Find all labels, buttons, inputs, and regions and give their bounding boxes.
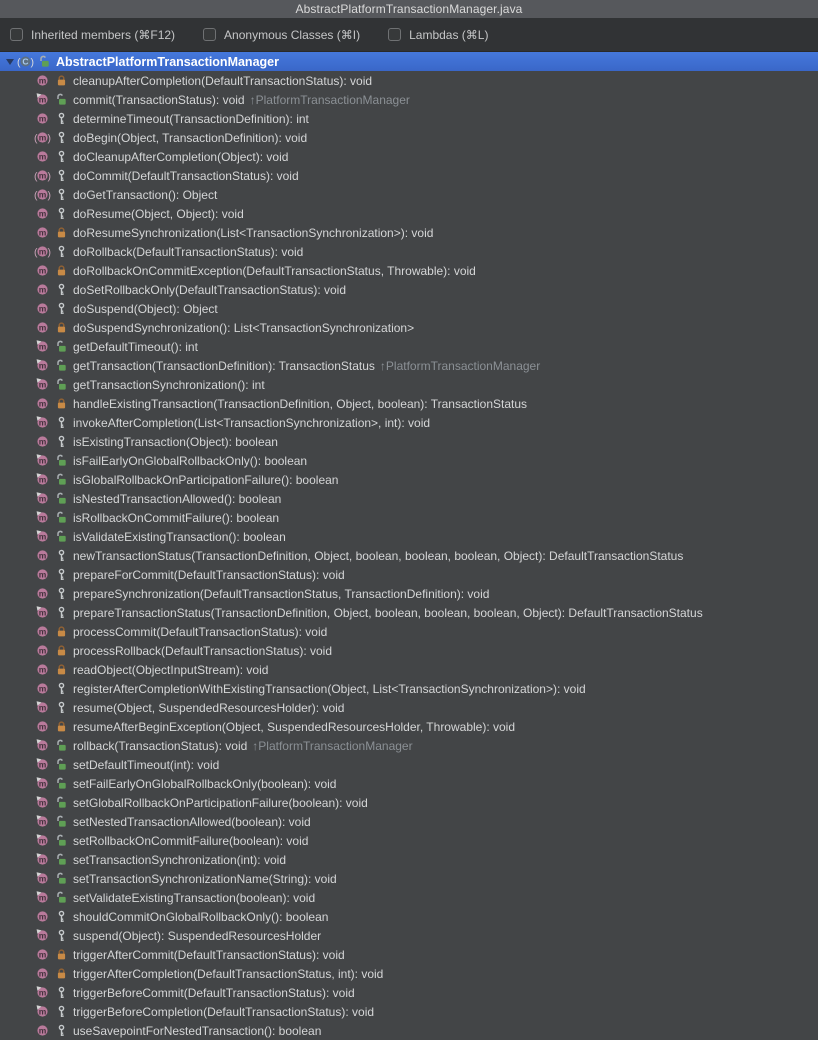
member-signature: invokeAfterCompletion(List<TransactionSynchronization>, int): void <box>73 415 431 430</box>
svg-text:m: m <box>38 360 47 371</box>
svg-text:m: m <box>38 892 47 903</box>
svg-text:m: m <box>38 607 47 618</box>
method-icon <box>34 815 51 828</box>
method-icon <box>34 891 51 904</box>
member-row[interactable] <box>0 964 818 983</box>
override-of-label: ↑PlatformTransactionManager <box>249 92 410 107</box>
svg-text:m: m <box>38 341 47 352</box>
method-icon <box>34 492 51 505</box>
member-signature: doResume(Object, Object): void <box>73 206 244 221</box>
member-row[interactable] <box>0 1021 818 1040</box>
member-signature: setDefaultTimeout(int): void <box>73 757 220 772</box>
member-signature: prepareTransactionStatus(TransactionDefinition, Object, boolean, boolean, boolean, Object): DefaultTransactionStatus <box>73 605 703 620</box>
method-icon <box>34 226 51 239</box>
public-lock-icon <box>55 340 68 353</box>
member-row[interactable] <box>0 546 818 565</box>
svg-text:m: m <box>38 512 47 523</box>
method-icon <box>34 340 51 353</box>
member-signature: isNestedTransactionAllowed(): boolean <box>73 491 282 506</box>
svg-text:m: m <box>38 854 47 865</box>
private-lock-icon <box>55 720 68 733</box>
protected-key-icon <box>55 435 68 448</box>
member-row[interactable] <box>0 185 818 204</box>
method-icon <box>34 910 51 923</box>
member-row[interactable] <box>0 128 818 147</box>
member-signature: setGlobalRollbackOnParticipationFailure(boolean): void <box>73 795 368 810</box>
public-lock-icon <box>55 511 68 524</box>
method-icon <box>34 435 51 448</box>
member-row[interactable] <box>0 147 818 166</box>
public-lock-icon <box>55 834 68 847</box>
method-icon <box>34 606 51 619</box>
member-signature: getTransactionSynchronization(): int <box>73 377 265 392</box>
public-lock-icon <box>55 473 68 486</box>
method-icon <box>34 587 51 600</box>
member-row[interactable] <box>0 774 818 793</box>
svg-text:m: m <box>38 702 47 713</box>
member-row[interactable] <box>0 850 818 869</box>
private-lock-icon <box>55 644 68 657</box>
member-row[interactable] <box>0 584 818 603</box>
protected-key-icon <box>55 169 68 182</box>
member-signature: newTransactionStatus(TransactionDefinition, Object, boolean, boolean, boolean, Object): DefaultTransactionStatus <box>73 548 684 563</box>
svg-text:m: m <box>38 930 47 941</box>
member-row[interactable] <box>0 166 818 185</box>
svg-text:m: m <box>38 75 47 86</box>
member-signature: suspend(Object): SuspendedResourcesHolder <box>73 928 322 943</box>
member-signature: doCommit(DefaultTransactionStatus): void <box>73 168 299 183</box>
protected-key-icon <box>55 207 68 220</box>
svg-text:m: m <box>38 322 47 333</box>
method-icon <box>34 473 51 486</box>
member-signature: getDefaultTimeout(): int <box>73 339 198 354</box>
protected-key-icon <box>55 682 68 695</box>
member-signature: isExistingTransaction(Object): boolean <box>73 434 278 449</box>
protected-key-icon <box>55 283 68 296</box>
member-signature: readObject(ObjectInputStream): void <box>73 662 269 677</box>
private-lock-icon <box>55 264 68 277</box>
svg-text:m: m <box>38 132 47 143</box>
member-row[interactable] <box>0 755 818 774</box>
member-signature: rollback(TransactionStatus): void <box>73 738 248 753</box>
svg-text:m: m <box>38 208 47 219</box>
svg-text:m: m <box>38 1025 47 1036</box>
abstract-method-icon <box>34 188 51 201</box>
protected-key-icon <box>55 188 68 201</box>
member-signature: commit(TransactionStatus): void <box>73 92 245 107</box>
svg-text:): ) <box>30 56 34 68</box>
member-row[interactable] <box>0 907 818 926</box>
method-icon <box>34 720 51 733</box>
public-lock-icon <box>55 359 68 372</box>
private-lock-icon <box>55 397 68 410</box>
method-icon <box>34 378 51 391</box>
member-signature: setValidateExistingTransaction(boolean): void <box>73 890 316 905</box>
svg-text:(: ( <box>34 189 38 201</box>
svg-text:m: m <box>38 797 47 808</box>
svg-text:): ) <box>47 189 51 201</box>
member-signature: determineTimeout(TransactionDefinition): int <box>73 111 309 126</box>
member-row[interactable] <box>0 71 818 90</box>
method-icon <box>34 663 51 676</box>
member-signature: triggerAfterCommit(DefaultTransactionStatus): void <box>73 947 345 962</box>
structure-tree <box>0 52 818 1040</box>
public-lock-icon <box>55 872 68 885</box>
svg-text:m: m <box>38 474 47 485</box>
member-row[interactable] <box>0 812 818 831</box>
member-signature: triggerAfterCompletion(DefaultTransactionStatus, int): void <box>73 966 384 981</box>
member-signature: doSuspendSynchronization(): List<TransactionSynchronization> <box>73 320 415 335</box>
member-row[interactable] <box>0 983 818 1002</box>
protected-key-icon <box>55 568 68 581</box>
svg-text:m: m <box>38 151 47 162</box>
member-signature: prepareSynchronization(DefaultTransactionStatus, TransactionDefinition): void <box>73 586 490 601</box>
member-signature: isGlobalRollbackOnParticipationFailure(): boolean <box>73 472 339 487</box>
member-row[interactable] <box>0 489 818 508</box>
member-signature: doSuspend(Object): Object <box>73 301 218 316</box>
svg-text:m: m <box>38 778 47 789</box>
method-icon <box>34 530 51 543</box>
svg-text:m: m <box>38 455 47 466</box>
root-class-name: AbstractPlatformTransactionManager <box>56 54 279 69</box>
method-icon <box>34 416 51 429</box>
svg-text:m: m <box>38 645 47 656</box>
public-lock-icon <box>38 55 51 68</box>
svg-text:m: m <box>38 398 47 409</box>
method-icon <box>34 644 51 657</box>
method-icon <box>34 701 51 714</box>
member-row[interactable] <box>0 318 818 337</box>
member-row[interactable] <box>0 641 818 660</box>
protected-key-icon <box>55 606 68 619</box>
filter-toggle-inherited-members[interactable] <box>10 28 175 42</box>
svg-text:m: m <box>38 303 47 314</box>
protected-key-icon <box>55 1024 68 1037</box>
svg-text:m: m <box>38 664 47 675</box>
svg-text:m: m <box>38 265 47 276</box>
member-row[interactable] <box>0 603 818 622</box>
svg-text:m: m <box>38 94 47 105</box>
private-lock-icon <box>55 948 68 961</box>
filter-toggle-anonymous-classes[interactable] <box>203 28 360 42</box>
svg-text:m: m <box>38 911 47 922</box>
member-signature: handleExistingTransaction(TransactionDefinition, Object, boolean): TransactionStatus <box>73 396 528 411</box>
svg-text:m: m <box>38 987 47 998</box>
public-lock-icon <box>55 891 68 904</box>
member-row[interactable] <box>0 736 818 755</box>
public-lock-icon <box>55 739 68 752</box>
file-title: AbstractPlatformTransactionManager.java <box>295 2 523 16</box>
method-icon <box>34 397 51 410</box>
member-signature: setNestedTransactionAllowed(boolean): void <box>73 814 311 829</box>
member-signature: shouldCommitOnGlobalRollbackOnly(): boolean <box>73 909 329 924</box>
method-icon <box>34 511 51 524</box>
member-row[interactable] <box>0 869 818 888</box>
member-signature: setRollbackOnCommitFailure(boolean): void <box>73 833 309 848</box>
method-icon <box>34 872 51 885</box>
member-signature: isFailEarlyOnGlobalRollbackOnly(): boolean <box>73 453 308 468</box>
method-icon <box>34 948 51 961</box>
private-lock-icon <box>55 625 68 638</box>
svg-text:(: ( <box>17 56 21 68</box>
public-lock-icon <box>55 492 68 505</box>
svg-text:m: m <box>38 588 47 599</box>
member-signature: processRollback(DefaultTransactionStatus): void <box>73 643 333 658</box>
method-icon <box>34 302 51 315</box>
public-lock-icon <box>55 378 68 391</box>
svg-text:m: m <box>38 284 47 295</box>
member-row[interactable] <box>0 793 818 812</box>
method-icon <box>34 549 51 562</box>
protected-key-icon <box>55 112 68 125</box>
svg-text:C: C <box>22 56 29 67</box>
member-signature: prepareForCommit(DefaultTransactionStatus): void <box>73 567 345 582</box>
public-lock-icon <box>55 93 68 106</box>
method-icon <box>34 777 51 790</box>
member-signature: setTransactionSynchronizationName(String): void <box>73 871 337 886</box>
member-signature: useSavepointForNestedTransaction(): boolean <box>73 1023 322 1038</box>
method-icon <box>34 264 51 277</box>
protected-key-icon <box>55 549 68 562</box>
method-icon <box>34 150 51 163</box>
checkbox-icon[interactable] <box>203 28 216 41</box>
method-icon <box>34 986 51 999</box>
svg-text:(: ( <box>34 132 38 144</box>
member-signature: doRollbackOnCommitException(DefaultTransactionStatus, Throwable): void <box>73 263 476 278</box>
method-icon <box>34 625 51 638</box>
protected-key-icon <box>55 929 68 942</box>
method-icon <box>34 929 51 942</box>
expand-collapse-arrow-icon[interactable] <box>6 59 14 65</box>
member-signature: registerAfterCompletionWithExistingTransaction(Object, List<TransactionSynchronization>): void <box>73 681 586 696</box>
method-icon <box>34 853 51 866</box>
filter-label: Lambdas (⌘L) <box>409 27 489 42</box>
member-row[interactable] <box>0 242 818 261</box>
method-icon <box>34 739 51 752</box>
checkbox-icon[interactable] <box>388 28 401 41</box>
protected-key-icon <box>55 910 68 923</box>
svg-text:m: m <box>38 569 47 580</box>
method-icon <box>34 967 51 980</box>
member-signature: triggerBeforeCompletion(DefaultTransactionStatus): void <box>73 1004 375 1019</box>
public-lock-icon <box>55 454 68 467</box>
checkbox-icon[interactable] <box>10 28 23 41</box>
svg-text:m: m <box>38 1006 47 1017</box>
method-icon <box>34 796 51 809</box>
member-signature: isValidateExistingTransaction(): boolean <box>73 529 286 544</box>
member-signature: setFailEarlyOnGlobalRollbackOnly(boolean): void <box>73 776 337 791</box>
svg-text:m: m <box>38 493 47 504</box>
member-row[interactable] <box>0 888 818 907</box>
member-row[interactable] <box>0 337 818 356</box>
member-signature: doCleanupAfterCompletion(Object): void <box>73 149 289 164</box>
member-row[interactable] <box>0 945 818 964</box>
private-lock-icon <box>55 226 68 239</box>
protected-key-icon <box>55 416 68 429</box>
member-row[interactable] <box>0 831 818 850</box>
svg-text:m: m <box>38 246 47 257</box>
svg-text:m: m <box>38 683 47 694</box>
svg-text:): ) <box>47 246 51 258</box>
abstract-method-icon <box>34 131 51 144</box>
svg-text:m: m <box>38 531 47 542</box>
svg-text:m: m <box>38 227 47 238</box>
svg-text:m: m <box>38 417 47 428</box>
abstract-method-icon <box>34 245 51 258</box>
svg-text:m: m <box>38 550 47 561</box>
method-icon <box>34 74 51 87</box>
member-row[interactable] <box>0 660 818 679</box>
svg-text:(: ( <box>34 170 38 182</box>
protected-key-icon <box>55 150 68 163</box>
popup-title-bar <box>0 0 818 18</box>
method-icon <box>34 758 51 771</box>
method-icon <box>34 359 51 372</box>
member-row[interactable] <box>0 926 818 945</box>
member-signature: isRollbackOnCommitFailure(): boolean <box>73 510 280 525</box>
svg-text:m: m <box>38 113 47 124</box>
member-signature: doRollback(DefaultTransactionStatus): void <box>73 244 304 259</box>
protected-key-icon <box>55 587 68 600</box>
member-row[interactable] <box>0 356 818 375</box>
abstract-class-icon <box>17 55 34 68</box>
member-row[interactable] <box>0 204 818 223</box>
member-row[interactable] <box>0 470 818 489</box>
public-lock-icon <box>55 853 68 866</box>
svg-text:m: m <box>38 170 47 181</box>
member-row[interactable] <box>0 109 818 128</box>
svg-text:m: m <box>38 626 47 637</box>
svg-text:m: m <box>38 873 47 884</box>
method-icon <box>34 1024 51 1037</box>
private-lock-icon <box>55 663 68 676</box>
root-class-row[interactable] <box>0 52 818 71</box>
filter-bar <box>0 18 818 52</box>
protected-key-icon <box>55 1005 68 1018</box>
method-icon <box>34 93 51 106</box>
method-icon <box>34 834 51 847</box>
override-of-label: ↑PlatformTransactionManager <box>379 358 541 373</box>
member-row[interactable] <box>0 717 818 736</box>
member-row[interactable] <box>0 508 818 527</box>
member-signature: getTransaction(TransactionDefinition): TransactionStatus <box>73 358 375 373</box>
member-row[interactable] <box>0 413 818 432</box>
member-signature: processCommit(DefaultTransactionStatus): void <box>73 624 328 639</box>
method-icon <box>34 207 51 220</box>
protected-key-icon <box>55 986 68 999</box>
svg-text:m: m <box>38 968 47 979</box>
protected-key-icon <box>55 302 68 315</box>
public-lock-icon <box>55 815 68 828</box>
svg-text:m: m <box>38 189 47 200</box>
filter-label: Anonymous Classes (⌘I) <box>224 27 361 42</box>
protected-key-icon <box>55 245 68 258</box>
method-icon <box>34 454 51 467</box>
protected-key-icon <box>55 701 68 714</box>
method-icon <box>34 568 51 581</box>
member-signature: triggerBeforeCommit(DefaultTransactionStatus): void <box>73 985 355 1000</box>
svg-text:): ) <box>47 170 51 182</box>
member-row[interactable] <box>0 223 818 242</box>
method-icon <box>34 682 51 695</box>
member-row[interactable] <box>0 394 818 413</box>
svg-text:m: m <box>38 721 47 732</box>
method-icon <box>34 321 51 334</box>
svg-text:m: m <box>38 816 47 827</box>
public-lock-icon <box>55 758 68 771</box>
member-signature: doSetRollbackOnly(DefaultTransactionStatus): void <box>73 282 347 297</box>
svg-text:m: m <box>38 835 47 846</box>
member-row[interactable] <box>0 90 818 109</box>
svg-text:): ) <box>47 132 51 144</box>
member-row[interactable] <box>0 698 818 717</box>
override-of-label: ↑PlatformTransactionManager <box>252 738 413 753</box>
abstract-method-icon <box>34 169 51 182</box>
member-signature: resumeAfterBeginException(Object, SuspendedResourcesHolder, Throwable): void <box>73 719 516 734</box>
member-row[interactable] <box>0 261 818 280</box>
svg-text:m: m <box>38 379 47 390</box>
private-lock-icon <box>55 74 68 87</box>
member-row[interactable] <box>0 565 818 584</box>
svg-text:m: m <box>38 949 47 960</box>
member-row[interactable] <box>0 432 818 451</box>
member-row[interactable] <box>0 280 818 299</box>
method-icon <box>34 283 51 296</box>
member-row[interactable] <box>0 527 818 546</box>
member-signature: resume(Object, SuspendedResourcesHolder): void <box>73 700 345 715</box>
protected-key-icon <box>55 131 68 144</box>
method-icon <box>34 1005 51 1018</box>
member-row[interactable] <box>0 375 818 394</box>
public-lock-icon <box>55 530 68 543</box>
member-row[interactable] <box>0 451 818 470</box>
svg-text:m: m <box>38 740 47 751</box>
private-lock-icon <box>55 321 68 334</box>
member-signature: doBegin(Object, TransactionDefinition): void <box>73 130 308 145</box>
member-row[interactable] <box>0 679 818 698</box>
svg-text:(: ( <box>34 246 38 258</box>
public-lock-icon <box>55 777 68 790</box>
method-icon <box>34 112 51 125</box>
member-row[interactable] <box>0 299 818 318</box>
private-lock-icon <box>55 967 68 980</box>
member-signature: setTransactionSynchronization(int): void <box>73 852 286 867</box>
member-signature: doGetTransaction(): Object <box>73 187 218 202</box>
filter-toggle-lambdas[interactable] <box>388 28 488 42</box>
member-row[interactable] <box>0 1002 818 1021</box>
svg-text:m: m <box>38 759 47 770</box>
member-signature: cleanupAfterCompletion(DefaultTransactionStatus): void <box>73 73 373 88</box>
public-lock-icon <box>55 796 68 809</box>
member-signature: doResumeSynchronization(List<TransactionSynchronization>): void <box>73 225 434 240</box>
member-row[interactable] <box>0 622 818 641</box>
svg-text:m: m <box>38 436 47 447</box>
filter-label: Inherited members (⌘F12) <box>31 27 176 42</box>
